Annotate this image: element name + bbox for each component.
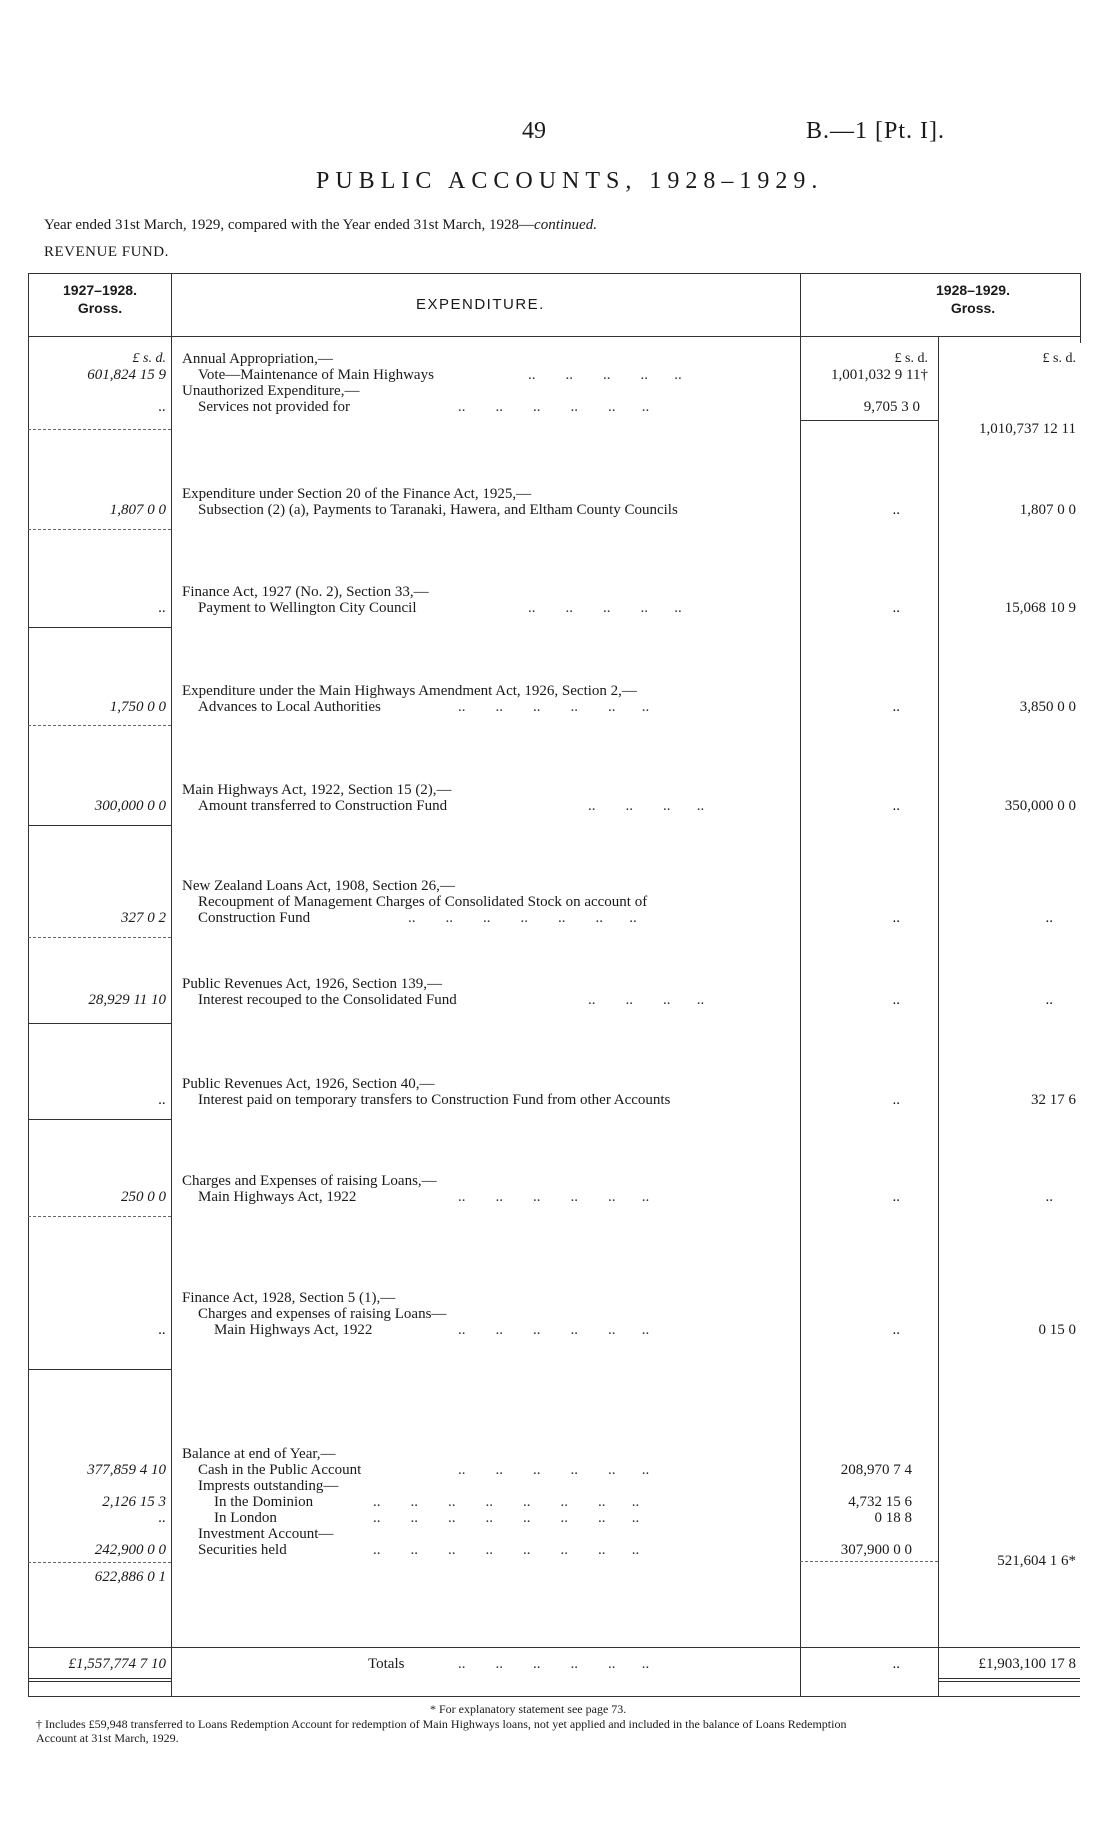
- prev-value: ..: [158, 1510, 166, 1526]
- col2-value: ..: [892, 502, 900, 518]
- totals-label: Totals: [368, 1656, 405, 1672]
- currency-col2: £ s. d.: [894, 351, 928, 366]
- prev-rule: [28, 937, 171, 938]
- col3-value: 1,807 0 0: [1019, 502, 1076, 518]
- dot-leader: .. .. .. .. .. ..: [458, 1462, 650, 1478]
- row-raising-loans: [182, 1173, 437, 1205]
- prev-value: 1,807 0 0: [109, 502, 166, 518]
- col3-value: 15,068 10 9: [1004, 600, 1076, 616]
- totals-rule: [938, 1678, 1080, 1679]
- currency-col3: £ s. d.: [1042, 351, 1076, 366]
- header-curr-year: [898, 281, 1048, 317]
- col3-value: ..: [1045, 910, 1053, 926]
- col3-value: 3,850 0 0: [1019, 699, 1076, 715]
- row-line: Unauthorized Expenditure,—: [182, 383, 360, 399]
- prev-value: ..: [158, 600, 166, 616]
- col3-value: 521,604 1 6*: [997, 1553, 1076, 1569]
- col2-value: ..: [892, 600, 900, 616]
- prev-value: 250 0 0: [121, 1189, 166, 1205]
- row-line: Cash in the Public Account: [198, 1462, 362, 1478]
- header-prev-year: [38, 281, 162, 317]
- row-line: Interest paid on temporary transfers to Construction Fund from other Accounts: [198, 1092, 671, 1108]
- row-line: In the Dominion: [214, 1494, 314, 1510]
- row-line: Main Highways Act, 1922, Section 15 (2),—: [182, 782, 452, 798]
- row-finance-act-1928: [182, 1290, 446, 1338]
- prev-rule: [28, 1119, 171, 1120]
- col2-value: 208,970 7 4: [840, 1462, 912, 1478]
- prev-value: 300,000 0 0: [94, 798, 166, 814]
- footnote-dagger: [36, 1717, 1081, 1745]
- footnote-dagger-line1: † Includes £59,948 transferred to Loans Redemption Account for redemption of Main Highways loans, not yet applied and included in the balance of Loans Redemption: [36, 1717, 847, 1731]
- row-line: Expenditure under the Main Highways Amendment Act, 1926, Section 2,—: [182, 683, 637, 699]
- row-annual-appropriation: [182, 351, 434, 415]
- header-divider: [28, 336, 1080, 337]
- prev-rule: [28, 627, 171, 628]
- prev-value: 2,126 15 3: [102, 1494, 166, 1510]
- expenditure-table: [28, 273, 1080, 1697]
- header-prev-gross-label: Gross.: [77, 300, 123, 316]
- column-divider-3: [938, 336, 939, 1697]
- row-line: Interest recouped to the Consolidated Fund: [198, 992, 457, 1008]
- row-line: Finance Act, 1927 (No. 2), Section 33,—: [182, 584, 429, 600]
- prev-value: 601,824 15 9: [87, 367, 166, 383]
- prev-value: 242,900 0 0: [94, 1542, 166, 1558]
- row-line: Amount transferred to Construction Fund: [198, 798, 448, 814]
- col2-value: ..: [892, 699, 900, 715]
- row-line: Balance at end of Year,—: [182, 1446, 336, 1462]
- subtitle: [44, 217, 597, 234]
- col2-value: ..: [892, 992, 900, 1008]
- row-finance-act-1925: [182, 486, 678, 518]
- row-line: Main Highways Act, 1922: [198, 1189, 357, 1205]
- totals-col2-value: ..: [892, 1656, 900, 1672]
- row-line: Construction Fund: [198, 910, 311, 926]
- document-reference: B.—1 [Pt. I].: [806, 118, 945, 144]
- row-line: Charges and expenses of raising Loans—: [198, 1306, 447, 1322]
- row-line: Payment to Wellington City Council: [198, 600, 417, 616]
- col2-value: 307,900 0 0: [840, 1542, 912, 1558]
- prev-rule: [28, 1369, 171, 1370]
- table-top-border: [28, 273, 1080, 274]
- prev-value: 622,886 0 1: [94, 1569, 166, 1585]
- col2-value: 0 18 8: [874, 1510, 912, 1526]
- row-line: Public Revenues Act, 1926, Section 139,—: [182, 976, 442, 992]
- currency-prev: £ s. d.: [132, 351, 166, 366]
- prev-value: 377,859 4 10: [87, 1462, 166, 1478]
- row-finance-act-1927: [182, 584, 429, 616]
- header-prev-year-label: 1927–1928.: [63, 282, 137, 298]
- row-line: Main Highways Act, 1922: [214, 1322, 373, 1338]
- prev-rule: [28, 429, 171, 430]
- dot-leader: .. .. .. .. .. ..: [458, 1656, 650, 1672]
- totals-rule: [28, 1681, 171, 1682]
- page-title: PUBLIC ACCOUNTS, 1928–1929.: [316, 168, 824, 194]
- row-line: Vote—Maintenance of Main Highways: [198, 367, 434, 383]
- row-public-revenues-40: [182, 1076, 670, 1108]
- col3-value: 1,010,737 12 11: [979, 421, 1076, 437]
- totals-rule: [28, 1678, 171, 1679]
- totals-col3-value: £1,903,100 17 8: [978, 1656, 1076, 1672]
- dot-leader: .. .. .. ..: [588, 798, 705, 814]
- col2-value: 1,001,032 9 11†: [831, 367, 928, 383]
- col2-value: ..: [892, 1092, 900, 1108]
- subtitle-continued: continued.: [534, 217, 597, 233]
- col2-value: ..: [892, 1189, 900, 1205]
- column-divider-1: [171, 273, 172, 1697]
- col2-value: 9,705 3 0: [863, 399, 920, 415]
- prev-rule: [28, 1023, 171, 1024]
- row-public-revenues-139: [182, 976, 457, 1008]
- row-line: Recoupment of Management Charges of Consolidated Stock on account of: [198, 894, 648, 910]
- page-number: 49: [522, 118, 546, 144]
- row-main-highways-1922: [182, 782, 452, 814]
- row-line: New Zealand Loans Act, 1908, Section 26,—: [182, 878, 455, 894]
- footnote-dagger-line2: Account at 31st March, 1929.: [36, 1731, 179, 1745]
- col2-value: ..: [892, 798, 900, 814]
- col2-value: ..: [892, 910, 900, 926]
- row-balance-end-of-year: [182, 1446, 361, 1558]
- col2-value: ..: [892, 1322, 900, 1338]
- prev-subtotal-rule: [28, 1562, 171, 1563]
- row-line: Public Revenues Act, 1926, Section 40,—: [182, 1076, 435, 1092]
- dot-leader: .. .. .. .. .. ..: [458, 699, 650, 715]
- col3-value: 0 15 0: [1038, 1322, 1076, 1338]
- prev-value: ..: [158, 1092, 166, 1108]
- dot-leader: .. .. .. .. .. ..: [458, 399, 650, 415]
- dot-leader: .. .. .. .. ..: [528, 600, 682, 616]
- row-line: Subsection (2) (a), Payments to Taranaki, Hawera, and Eltham County Councils: [198, 502, 678, 518]
- header-curr-year-label: 1928–1929.: [936, 282, 1010, 298]
- prev-value: ..: [158, 399, 166, 415]
- row-line: Securities held: [198, 1542, 287, 1558]
- row-line: Imprests outstanding—: [198, 1478, 339, 1494]
- prev-rule: [28, 1216, 171, 1217]
- totals-top-rule: [28, 1647, 1080, 1648]
- prev-value: 1,750 0 0: [109, 699, 166, 715]
- prev-value: 327 0 2: [121, 910, 166, 926]
- subtotal-rule: [800, 420, 938, 421]
- row-line: In London: [214, 1510, 277, 1526]
- dot-leader: .. .. .. .. .. .. .. ..: [373, 1494, 640, 1510]
- prev-value: 28,929 11 10: [88, 992, 166, 1008]
- row-line: Charges and Expenses of raising Loans,—: [182, 1173, 437, 1189]
- col3-value: ..: [1045, 992, 1053, 1008]
- row-line: Advances to Local Authorities: [198, 699, 381, 715]
- col3-value: ..: [1045, 1189, 1053, 1205]
- subtitle-main: Year ended 31st March, 1929, compared with the Year ended 31st March, 1928—: [44, 217, 535, 233]
- dot-leader: .. .. .. .. .. .. .. ..: [373, 1510, 640, 1526]
- column-divider-2: [800, 273, 801, 1697]
- prev-rule: [28, 725, 171, 726]
- col3-value: 32 17 6: [1031, 1092, 1076, 1108]
- subtotal-rule: [800, 1561, 938, 1562]
- table-right-border: [1080, 273, 1081, 343]
- row-line: Services not provided for: [198, 399, 351, 415]
- table-bottom-border: [28, 1696, 1080, 1697]
- dot-leader: .. .. .. ..: [588, 992, 705, 1008]
- dot-leader: .. .. .. .. ..: [528, 367, 682, 383]
- fund-label: REVENUE FUND.: [44, 244, 169, 260]
- header-curr-gross-label: Gross.: [950, 300, 996, 316]
- totals-prev-value: £1,557,774 7 10: [68, 1656, 166, 1672]
- header-expenditure: EXPENDITURE.: [416, 296, 545, 313]
- prev-value: ..: [158, 1322, 166, 1338]
- footnote-star: * For explanatory statement see page 73.: [430, 1702, 627, 1716]
- prev-rule: [28, 825, 171, 826]
- dot-leader: .. .. .. .. .. ..: [458, 1322, 650, 1338]
- dot-leader: .. .. .. .. .. .. .. ..: [373, 1542, 640, 1558]
- row-line: Investment Account—: [198, 1526, 334, 1542]
- totals-rule: [938, 1681, 1080, 1682]
- row-line: Expenditure under Section 20 of the Finance Act, 1925,—: [182, 486, 532, 502]
- table-left-border: [28, 273, 29, 1697]
- row-line: Annual Appropriation,—: [182, 351, 333, 367]
- dot-leader: .. .. .. .. .. .. ..: [408, 910, 637, 926]
- col2-value: 4,732 15 6: [848, 1494, 912, 1510]
- col3-value: 350,000 0 0: [1004, 798, 1076, 814]
- prev-rule: [28, 529, 171, 530]
- row-line: Finance Act, 1928, Section 5 (1),—: [182, 1290, 396, 1306]
- dot-leader: .. .. .. .. .. ..: [458, 1189, 650, 1205]
